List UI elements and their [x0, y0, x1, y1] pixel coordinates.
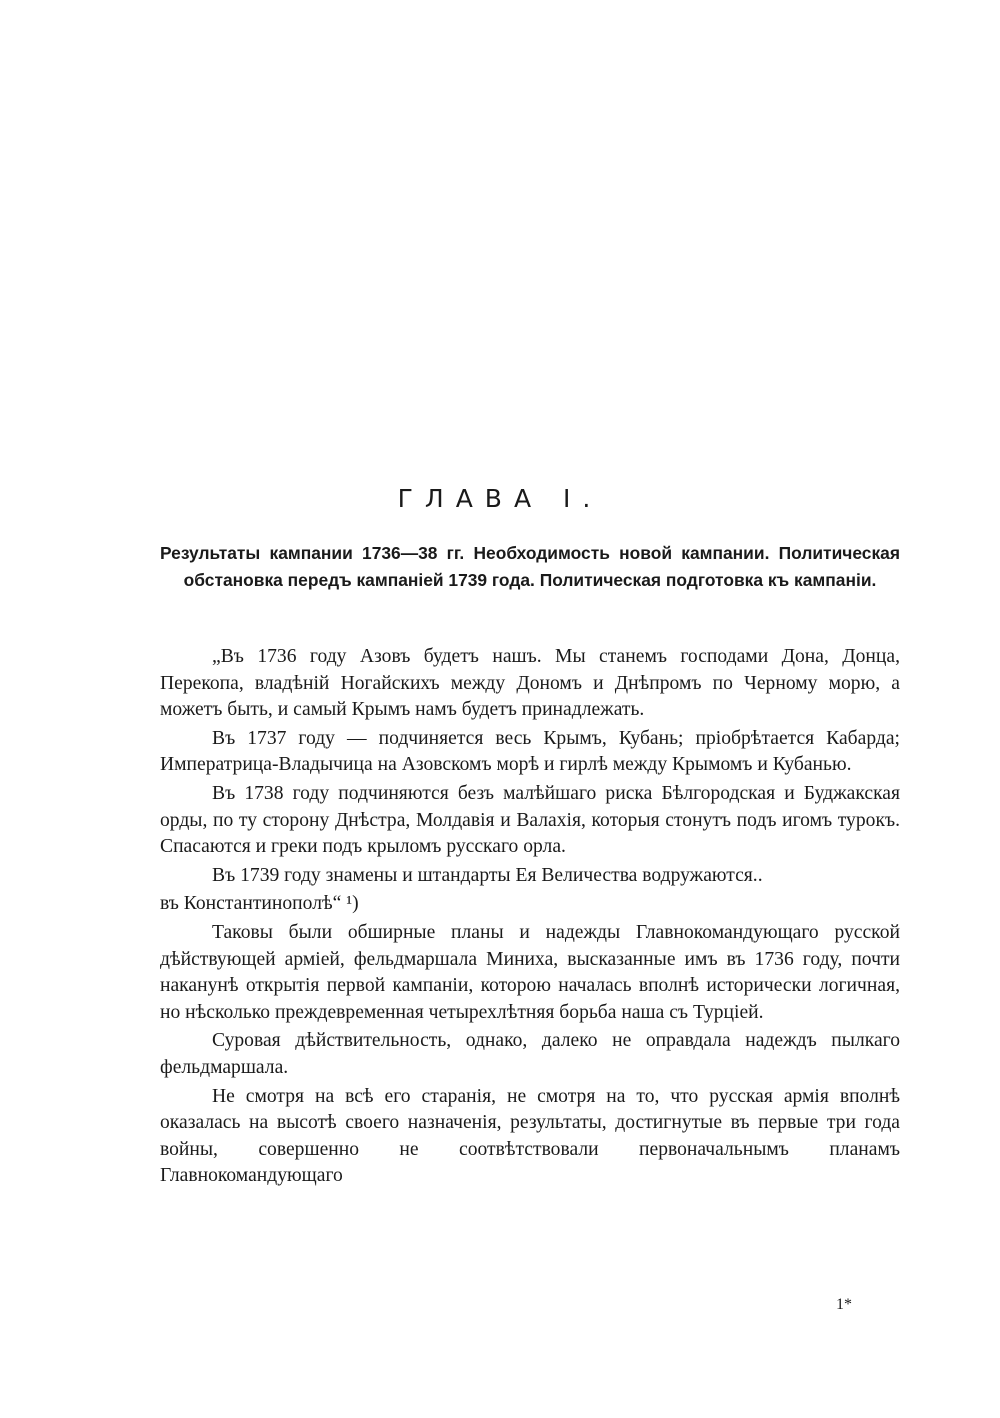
paragraph-plans: Таковы были обширные планы и надежды Главнокомандующаго русской дѣйствующей арміей, фельдмаршала Миниха, высказанные имъ въ 1736 году, почти наканунѣ открытія первой кампаніи, которою началась вполнѣ исторически логичная, но нѣсколько преждевременная четырехлѣтняя борьба наша съ Турціей. [160, 921, 900, 1023]
paragraph-1739: Въ 1739 году знамены и штандарты Ея Величества водружаются.. [212, 864, 763, 886]
chapter-summary: Результаты кампании 1736—38 гг. Необходимость новой кампании. Политическая обстановка передъ кампаніей 1739 года. Политическая подготовка къ кампаніи. [160, 543, 900, 590]
paragraph-results: Не смотря на всѣ его старанія, не смотря на то, что русская армія вполнѣ оказалась на высотѣ своего назначенія, результаты, достигнутые въ первые три года войны, совершенно не соотвѣтствовали первоначальнымъ планамъ Главнокомандующаго [160, 1085, 900, 1187]
paragraph-1737: Въ 1737 году — подчиняется весь Крымъ, Кубань; пріобрѣтается Кабарда; Императрица-Владычица на Азовскомъ морѣ и гирлѣ между Крымомъ и Кубанью. [160, 727, 900, 776]
paragraph-1736: „Въ 1736 году Азовъ будетъ нашъ. Мы станемъ господами Дона, Донца, Перекопа, владѣній Ногайскихъ между Дономъ и Днѣпромъ по Черному морю, а можетъ быть, и самый Крымъ намъ будетъ принадлежать. [160, 646, 900, 721]
chapter-title: ГЛАВА I. [397, 484, 603, 513]
paragraph-1738: Въ 1738 году подчиняются безъ малѣйшаго риска Бѣлгородская и Буджакская орды, по ту сторону Днѣстра, Молдавія и Валахія, которыя стонутъ подъ игомъ турокъ. Спасаются и греки подъ крыломъ русскаго орла. [160, 782, 900, 858]
paragraph-constantinople: въ Константинополѣ“ ¹) [160, 893, 359, 915]
signature-mark: 1* [836, 1296, 852, 1313]
paragraph-reality: Суровая дѣйствительность, однако, далеко не оправдала надеждъ пылкаго фельдмаршала. [160, 1030, 900, 1078]
chapter-body [160, 644, 900, 1192]
